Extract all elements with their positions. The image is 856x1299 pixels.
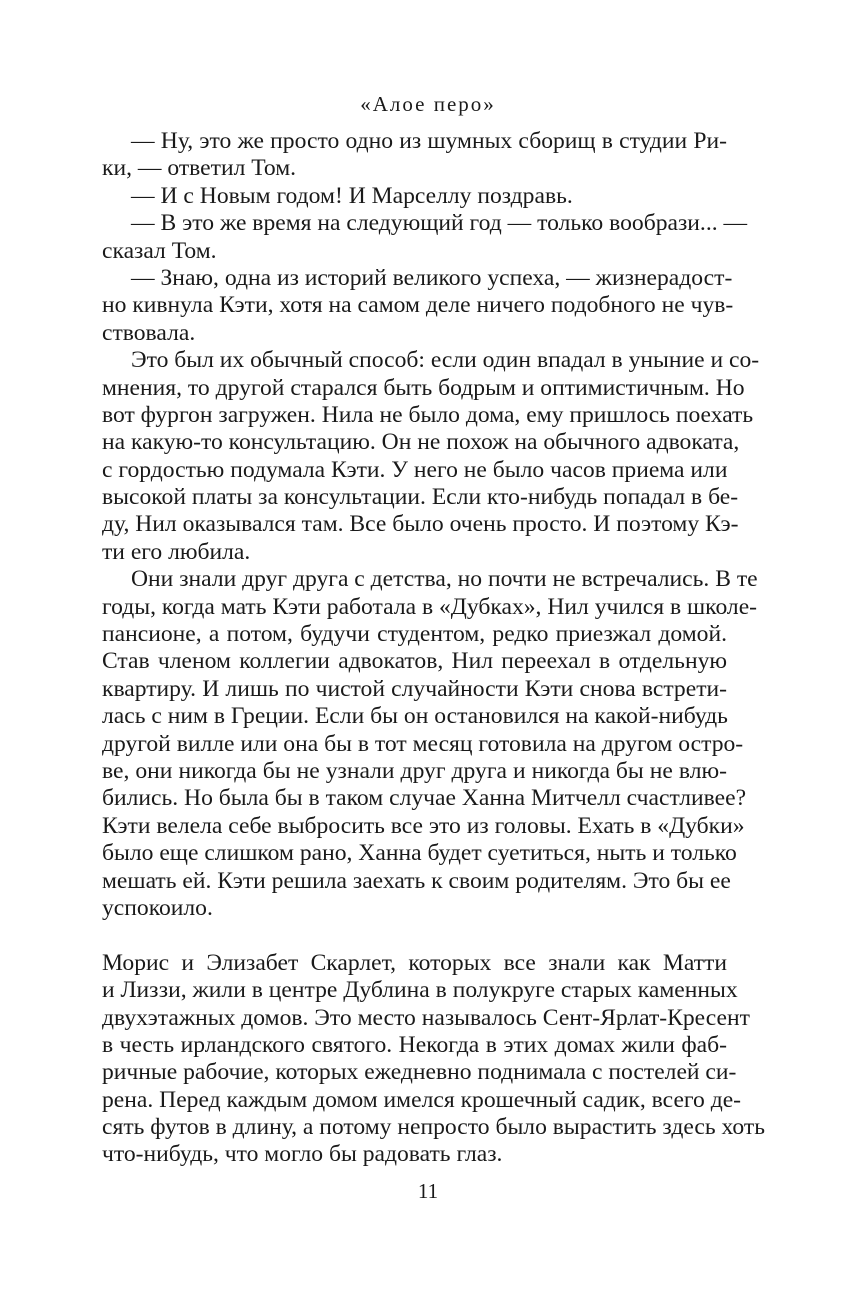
text-line: ти его любила. bbox=[102, 538, 251, 565]
text-line: мнения, то другой старался быть бодрым и оптимистичным. Но bbox=[102, 374, 745, 401]
text-line: но кивнула Кэти, хотя на самом деле ничего подобного не чув- bbox=[102, 292, 734, 319]
body-text bbox=[102, 128, 765, 1169]
text-line: ствовала. bbox=[102, 319, 196, 346]
paragraph bbox=[102, 347, 760, 566]
text-line: пансионе, а потом, будучи студентом, редко приезжал домой. bbox=[102, 621, 727, 648]
text-line: лась с ним в Греции. Если бы он остановился на какой-нибудь bbox=[102, 703, 728, 730]
text-line: — В это же время на следующий год — только вообрази... — bbox=[131, 210, 748, 237]
text-line: с гордостью подумала Кэти. У него не было часов приема или bbox=[102, 456, 728, 483]
paragraph bbox=[102, 183, 727, 210]
text-line: ки, — ответил Том. bbox=[102, 155, 297, 182]
text-line: на какую-то консультацию. Он не похож на обычного адвоката, bbox=[102, 429, 740, 456]
paragraph bbox=[102, 210, 748, 265]
paragraph bbox=[102, 949, 765, 1169]
text-line: вот фургон загружен. Нила не было дома, ему пришлось поехать bbox=[102, 401, 754, 428]
paragraph bbox=[102, 128, 727, 183]
text-line: успокоило. bbox=[102, 894, 213, 921]
paragraph bbox=[102, 566, 758, 922]
section-break bbox=[102, 922, 727, 949]
text-line: ду, Нил оказывался там. Все было очень просто. И поэтому Кэ- bbox=[102, 511, 739, 538]
text-line: рена. Перед каждым домом имелся крошечный садик, всего де- bbox=[102, 1086, 742, 1113]
text-line: Это был их обычный способ: если один впадал в уныние и со- bbox=[131, 347, 760, 374]
text-line: бились. Но была бы в таком случае Ханна Митчелл счастливее? bbox=[102, 785, 747, 812]
text-line: квартиру. И лишь по чистой случайности Кэти снова встрети- bbox=[102, 675, 727, 702]
text-line: сказал Том. bbox=[102, 237, 217, 264]
text-line: Кэти велела себе выбросить все это из головы. Ехать в «Дубки» bbox=[102, 812, 745, 839]
text-line: Морис и Элизабет Скарлет, которых все знали как Матти bbox=[102, 949, 727, 976]
text-line: мешать ей. Кэти решила заехать к своим родителям. Это бы ее bbox=[102, 867, 731, 894]
text-line: годы, когда мать Кэти работала в «Дубках», Нил учился в школе- bbox=[102, 593, 758, 620]
text-line: Став членом коллегии адвокатов, Нил переехал в отдельную bbox=[102, 648, 727, 675]
text-line: высокой платы за консультации. Если кто-нибудь попадал в бе- bbox=[102, 484, 739, 511]
text-line: сять футов в длину, а потому непросто было вырастить здесь хоть bbox=[102, 1114, 765, 1141]
text-line: ричные рабочие, которых ежедневно поднимала с постелей си- bbox=[102, 1059, 737, 1086]
text-line: ве, они никогда бы не узнали друг друга и никогда бы не влю- bbox=[102, 757, 727, 784]
text-line: Они знали друг друга с детства, но почти не встречались. В те bbox=[131, 566, 758, 593]
text-line: другой вилле или она бы в тот месяц готовила на другом остро- bbox=[102, 730, 744, 757]
text-line: — Ну, это же просто одно из шумных сборищ в студии Ри- bbox=[131, 128, 727, 154]
text-line: — Знаю, одна из историй великого успеха, — жизнерадост- bbox=[131, 264, 733, 291]
running-head: «Алое перо» bbox=[360, 92, 496, 116]
text-line: двухэтажных домов. Это место называлось Сент-Ярлат-Кресент bbox=[102, 1004, 750, 1031]
page-number: 11 bbox=[417, 1179, 439, 1203]
text-line: что-нибудь, что могло бы радовать глаз. bbox=[102, 1141, 503, 1168]
paragraph bbox=[102, 264, 734, 347]
text-line: — И с Новым годом! И Марселлу поздравь. bbox=[131, 182, 573, 209]
text-line: в честь ирландского святого. Некогда в этих домах жили фаб- bbox=[102, 1031, 727, 1058]
text-line: и Лиззи, жили в центре Дублина в полукруге старых каменных bbox=[102, 977, 738, 1004]
text-line: было еще слишком рано, Ханна будет суетиться, ныть и только bbox=[102, 840, 737, 867]
